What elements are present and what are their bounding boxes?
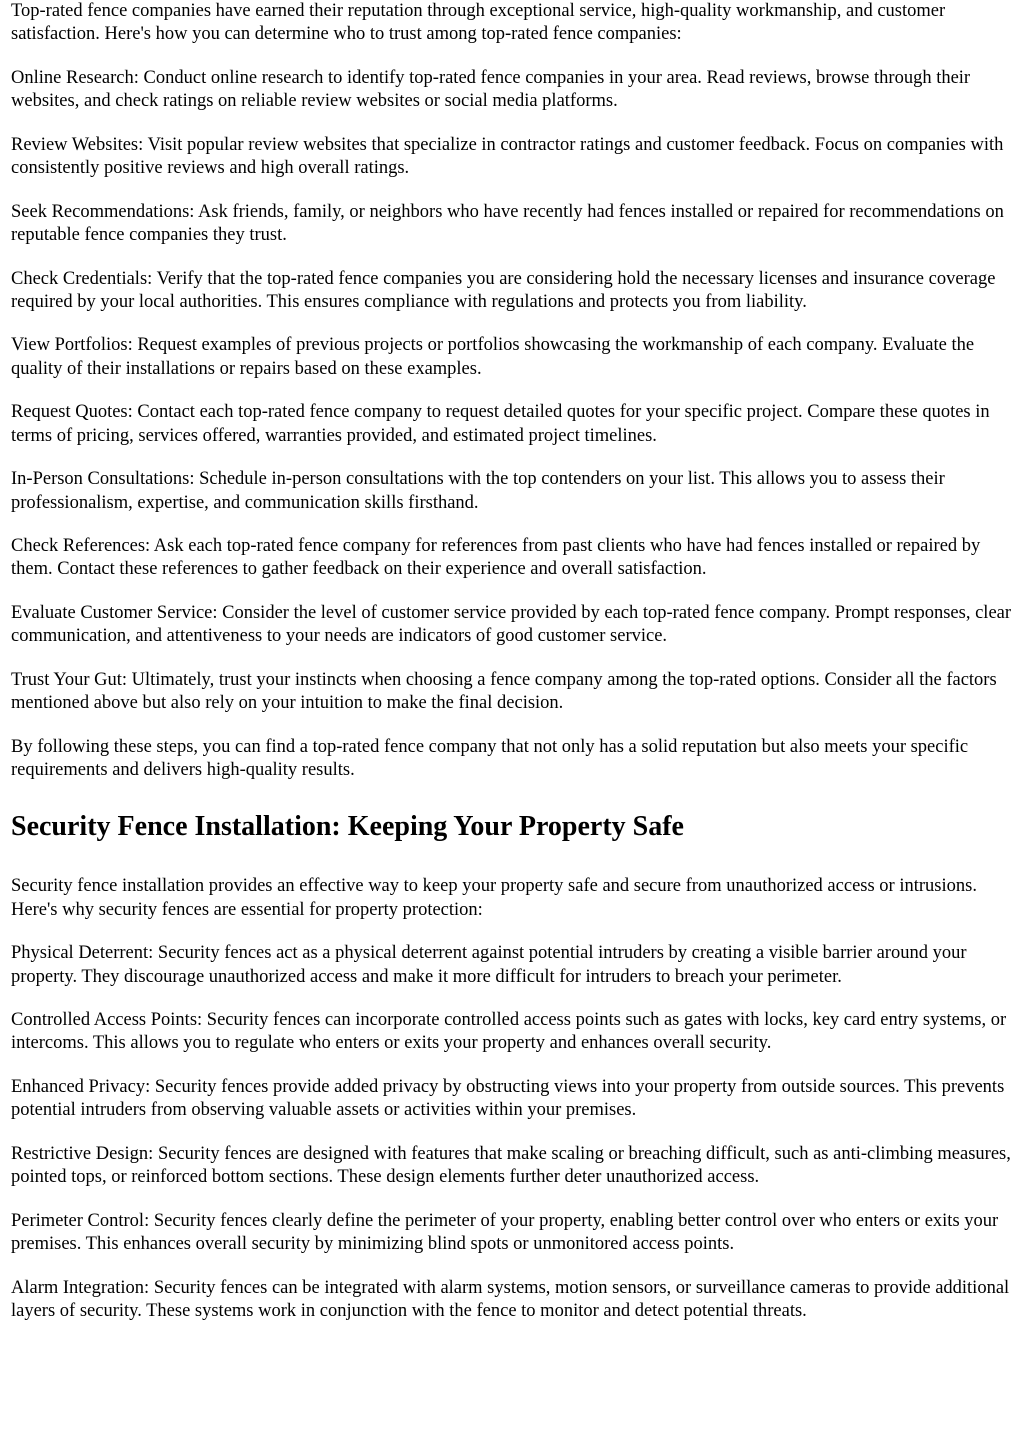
security-intro-paragraph: Security fence installation provides an effective way to keep your property safe and secure from unauthorized access or intrusions. Here's why security fences are essential for property protection: [11,876,977,920]
section-security-fence-installation [11,810,1016,1323]
paragraph-check-credentials: Check Credentials: Verify that the top-rated fence companies you are considering hold the necessary licenses and insurance coverage required by your local authorities. This ensures compliance with regulations and protects you from liability. [11,268,996,312]
paragraph-review-websites: Review Websites: Visit popular review websites that specialize in contractor ratings and customer feedback. Focus on companies with consistently positive reviews and high overall ratings. [11,134,1004,179]
paragraph-controlled-access-points: Controlled Access Points: Security fences can incorporate controlled access points such as gates with locks, key card entry systems, or intercoms. This allows you to regulate who enters or exits your property and enhances overall security. [11,1010,1007,1054]
paragraph-restrictive-design: Restrictive Design: Security fences are designed with features that make scaling or breaching difficult, such as anti-climbing measures, pointed tops, or reinforced bottom sections. These design elements further deter unauthorized access. [11,1143,1011,1188]
paragraph-alarm-integration: Alarm Integration: Security fences can be integrated with alarm systems, motion sensors, or surveillance cameras to provide additional layers of security. These systems work in conjunction with the fence to monitor and detect potential threats. [11,1277,1010,1322]
paragraph-conclusion: By following these steps, you can find a top-rated fence company that not only has a solid reputation but also meets your specific requirements and delivers high-quality results. [11,736,969,781]
section-trust-fence-companies [11,0,1016,782]
paragraph-perimeter-control: Perimeter Control: Security fences clearly define the perimeter of your property, enabling better control over who enters or exits your premises. This enhances overall security by minimizing blind spots or unmonitored access points. [11,1210,999,1255]
paragraph-in-person-consultations: In-Person Consultations: Schedule in-person consultations with the top contenders on your list. This allows you to assess their professionalism, expertise, and communication skills firsthand. [11,469,945,513]
section-heading: Security Fence Installation: Keeping Your Property Safe [11,811,684,843]
paragraph-evaluate-customer-service: Evaluate Customer Service: Consider the level of customer service provided by each top-rated fence company. Prompt responses, clear communication, and attentiveness to your needs are indicators of good customer service. [11,603,1012,647]
paragraph-seek-recommendations: Seek Recommendations: Ask friends, family, or neighbors who have recently had fences installed or repaired for recommendations on reputable fence companies they trust. [11,201,1004,245]
paragraph-trust-your-gut: Trust Your Gut: Ultimately, trust your instincts when choosing a fence company among the top-rated options. Consider all the factors mentioned above but also rely on your intuition to make the final decision. [11,669,997,714]
paragraph-enhanced-privacy: Enhanced Privacy: Security fences provide added privacy by obstructing views into your property from outside sources. This prevents potential intruders from observing valuable assets or activities within your premises. [11,1077,1005,1121]
paragraph-check-references: Check References: Ask each top-rated fence company for references from past clients who have had fences installed or repaired by them. Contact these references to gather feedback on their experience and overall satisfaction. [11,536,981,580]
paragraph-request-quotes: Request Quotes: Contact each top-rated fence company to request detailed quotes for your specific project. Compare these quotes in terms of pricing, services offered, warranties provided, and estimated project timelines. [11,402,990,446]
intro-paragraph: Top-rated fence companies have earned their reputation through exceptional service, high-quality workmanship, and customer satisfaction. Here's how you can determine who to trust among top-rated fence companies: [11,1,946,45]
paragraph-physical-deterrent: Physical Deterrent: Security fences act as a physical deterrent against potential intruders by creating a visible barrier around your property. They discourage unauthorized access and make it more difficult for intruders to breach your perimeter. [11,943,967,987]
paragraph-online-research: Online Research: Conduct online research to identify top-rated fence companies in your area. Read reviews, browse through their websites, and check ratings on reliable review websites or social media platforms. [11,67,971,112]
paragraph-view-portfolios: View Portfolios: Request examples of previous projects or portfolios showcasing the workmanship of each company. Evaluate the quality of their installations or repairs based on these examples. [11,335,975,379]
